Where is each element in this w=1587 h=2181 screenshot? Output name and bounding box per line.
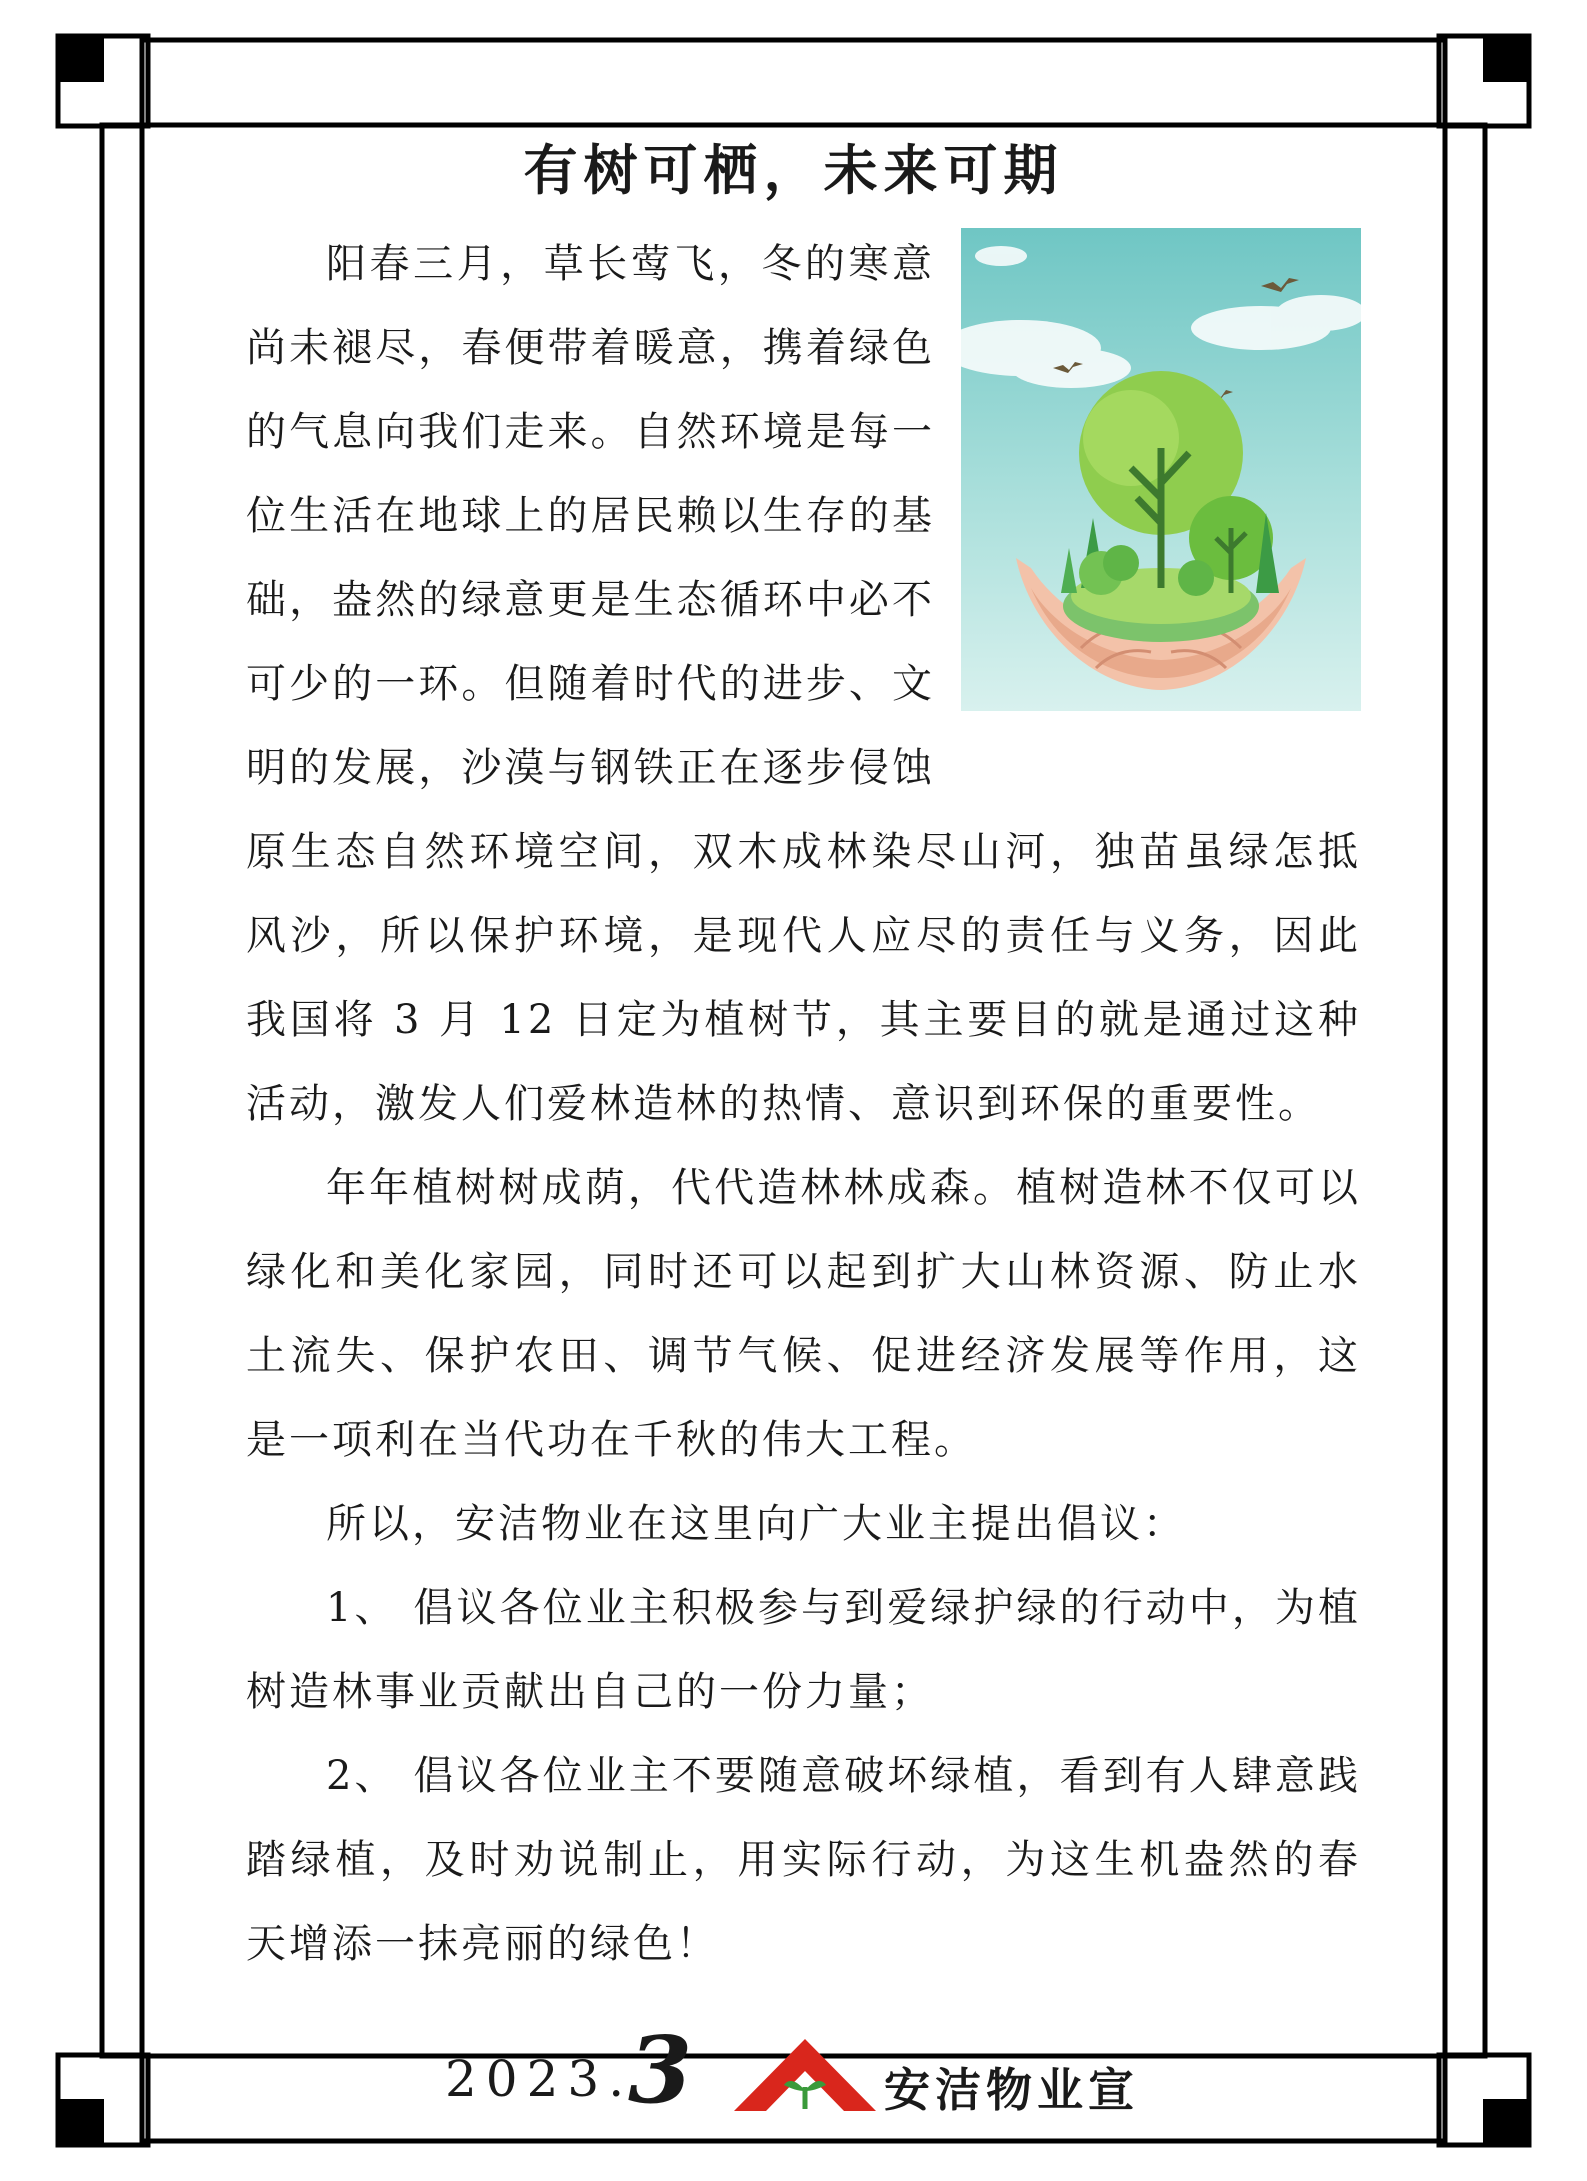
page-title: 有树可栖，未来可期 [523, 139, 1064, 202]
paragraph-benefits: 年年植树树成荫，代代造林林成森。植树造林不仅可以绿化和美化家园，同时还可以起到扩大山林资源、防止水土流失、保护农田、调节气候、促进经济发展等作用，这是一项利在当代功在千秋的伟大工程。 [246, 1165, 1361, 1463]
paragraph-proposal-lead: 所以，安洁物业在这里向广大业主提出倡议： [326, 1501, 1186, 1547]
paragraph-intro: 阳春三月，草长莺飞，冬的寒意尚未褪尽，春便带着暖意，携着绿色的气息向我们走来。自然环境是每一位生活在地球上的居民赖以生存的基础，盎然的绿意更是生态循环中必不可少的一环。但随着时代的进步、文明的发展，沙漠与钢铁正在逐步侵蚀原生态自然环境空间，双木成林染尽山河，独苗虽绿怎抵风沙，所以保护环境，是现代人应尽的责任与义务，因此我国将 3 月 12 日定为植树节，其主要目的就是通过这种活动，激发人们爱林造林的热情、意识到环保的重要性。 [246, 241, 1361, 1127]
tree-in-hands-illustration [961, 228, 1361, 711]
proposal-item-1: 1、 倡议各位业主积极参与到爱绿护绿的行动中，为植树造林事业贡献出自己的一份力量； [246, 1585, 1361, 1715]
proposal-item-2: 2、 倡议各位业主不要随意破坏绿植，看到有人肆意践踏绿植，及时劝说制止，用实际行动，为这生机盎然的春天增添一抹亮丽的绿色！ [246, 1753, 1361, 1967]
footer-date: 2023. [445, 2050, 634, 2108]
footer-organization: 安洁物业宣 [884, 2063, 1139, 2117]
footer-issue-number: 3 [628, 2016, 693, 2124]
anjie-property-logo [730, 2035, 880, 2115]
article-body [246, 222, 1361, 1986]
